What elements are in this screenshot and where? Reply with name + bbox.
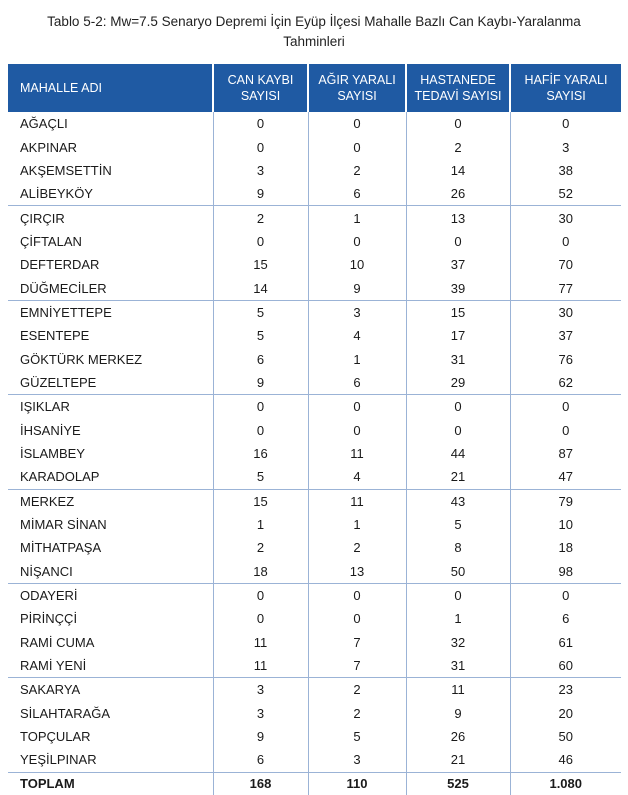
hafif-yarali-cell: 23 <box>558 682 573 698</box>
can-kaybi-cell: 5 <box>213 300 308 324</box>
hastanede-tedavi-cell: 37 <box>406 253 510 276</box>
table-row <box>8 536 621 559</box>
table-row <box>8 347 621 370</box>
hastanede-tedavi-cell: 0 <box>406 395 510 419</box>
agir-yarali-cell: 2 <box>308 702 406 725</box>
table-row <box>8 513 621 536</box>
total-can-kaybi-cell: 168 <box>213 772 308 795</box>
agir-yarali-cell: 2 <box>308 159 406 182</box>
hafif-yarali-cell: 0 <box>562 588 570 604</box>
agir-yarali-cell: 2 <box>308 536 406 559</box>
agir-yarali-cell: 9 <box>308 276 406 300</box>
can-kaybi-cell: 0 <box>213 395 308 419</box>
table-row <box>8 418 621 441</box>
caption-line-2: Tahminleri <box>283 34 345 49</box>
hastanede-tedavi-cell: 31 <box>406 654 510 678</box>
agir-yarali-cell: 7 <box>308 631 406 654</box>
hastanede-tedavi-cell: 1 <box>406 607 510 630</box>
can-kaybi-cell: 0 <box>213 112 308 135</box>
can-kaybi-cell: 15 <box>213 489 308 513</box>
table-row <box>8 371 621 395</box>
hastanede-tedavi-cell: 13 <box>406 206 510 230</box>
hastanede-tedavi-cell: 43 <box>406 489 510 513</box>
agir-yarali-cell: 0 <box>308 135 406 158</box>
hastanede-tedavi-cell: 32 <box>406 631 510 654</box>
agir-yarali-cell: 4 <box>308 465 406 489</box>
table-row <box>8 607 621 630</box>
agir-yarali-cell: 4 <box>308 324 406 347</box>
can-kaybi-cell: 0 <box>213 135 308 158</box>
agir-yarali-cell: 11 <box>308 442 406 465</box>
hastanede-tedavi-cell: 2 <box>406 135 510 158</box>
table-row <box>8 135 621 158</box>
mahalle-name-cell: EMNİYETTEPE <box>8 300 213 324</box>
table-row <box>8 678 621 702</box>
header-can-kaybi <box>213 64 308 112</box>
header-hafif-yarali-line-1: HAFİF YARALI <box>524 73 608 87</box>
mahalle-name-cell: SİLAHTARAĞA <box>8 702 213 725</box>
can-kaybi-cell: 9 <box>213 725 308 748</box>
table-row <box>8 159 621 182</box>
hastanede-tedavi-cell: 5 <box>406 513 510 536</box>
hafif-yarali-cell: 18 <box>558 540 573 556</box>
can-kaybi-cell: 3 <box>213 678 308 702</box>
total-agir-yarali-cell: 110 <box>308 772 406 795</box>
mahalle-name-cell: MERKEZ <box>8 489 213 513</box>
can-kaybi-cell: 9 <box>213 182 308 206</box>
agir-yarali-cell: 1 <box>308 513 406 536</box>
agir-yarali-cell: 3 <box>308 748 406 772</box>
hafif-yarali-cell: 79 <box>558 493 573 509</box>
caption-line-1: Tablo 5-2: Mw=7.5 Senaryo Depremi İçin Eyüp İlçesi Mahalle Bazlı Can Kaybı-Yaralanma <box>47 14 581 29</box>
hafif-yarali-cell: 61 <box>558 634 573 650</box>
can-kaybi-cell: 0 <box>213 583 308 607</box>
mahalle-name-cell: KARADOLAP <box>8 465 213 489</box>
table-row <box>8 465 621 489</box>
mahalle-name-cell: ÇİFTALAN <box>8 230 213 253</box>
hastanede-tedavi-cell: 26 <box>406 182 510 206</box>
can-kaybi-cell: 2 <box>213 536 308 559</box>
can-kaybi-cell: 15 <box>213 253 308 276</box>
mahalle-name-cell: RAMİ CUMA <box>8 631 213 654</box>
table-row <box>8 489 621 513</box>
header-can-kaybi-line-2: SAYISI <box>240 89 281 103</box>
total-label: TOPLAM <box>8 772 213 795</box>
mahalle-name-cell: SAKARYA <box>8 678 213 702</box>
hafif-yarali-cell: 38 <box>558 162 573 178</box>
can-kaybi-cell: 0 <box>213 230 308 253</box>
hastanede-tedavi-cell: 21 <box>406 748 510 772</box>
mahalle-name-cell: YEŞİLPINAR <box>8 748 213 772</box>
can-kaybi-cell: 0 <box>213 607 308 630</box>
can-kaybi-cell: 5 <box>213 465 308 489</box>
header-hastanede-tedavi-line-1: HASTANEDE <box>420 73 496 87</box>
agir-yarali-cell: 6 <box>308 371 406 395</box>
agir-yarali-cell: 0 <box>308 418 406 441</box>
can-kaybi-cell: 16 <box>213 442 308 465</box>
mahalle-name-cell: İHSANİYE <box>8 418 213 441</box>
hastanede-tedavi-cell: 14 <box>406 159 510 182</box>
header-hafif-yarali <box>510 64 621 112</box>
table-row <box>8 395 621 419</box>
table-row <box>8 702 621 725</box>
hastanede-tedavi-cell: 17 <box>406 324 510 347</box>
can-kaybi-cell: 3 <box>213 702 308 725</box>
hafif-yarali-cell: 6 <box>562 611 570 627</box>
mahalle-name-cell: ODAYERİ <box>8 583 213 607</box>
hafif-yarali-cell: 30 <box>558 210 573 226</box>
can-kaybi-cell: 11 <box>213 631 308 654</box>
header-hafif-yarali-line-2: SAYISI <box>546 89 586 103</box>
total-row <box>8 772 621 795</box>
header-agir-yarali <box>308 64 406 112</box>
hastanede-tedavi-cell: 44 <box>406 442 510 465</box>
hastanede-tedavi-cell: 39 <box>406 276 510 300</box>
can-kaybi-cell: 0 <box>213 418 308 441</box>
header-hastanede-tedavi <box>406 64 510 112</box>
can-kaybi-cell: 14 <box>213 276 308 300</box>
hafif-yarali-cell: 20 <box>558 705 573 721</box>
hafif-yarali-cell: 62 <box>510 371 621 395</box>
can-kaybi-cell: 18 <box>213 560 308 584</box>
mahalle-name-cell: MİMAR SİNAN <box>8 513 213 536</box>
hafif-yarali-cell: 52 <box>510 182 621 206</box>
mahalle-name-cell: ALİBEYKÖY <box>8 182 213 206</box>
agir-yarali-cell: 7 <box>308 654 406 678</box>
agir-yarali-cell: 0 <box>308 395 406 419</box>
table-body <box>8 112 621 795</box>
hafif-yarali-cell: 87 <box>558 445 573 461</box>
casualty-table <box>8 64 621 795</box>
mahalle-name-cell: RAMİ YENİ <box>8 654 213 678</box>
agir-yarali-cell: 3 <box>308 300 406 324</box>
hafif-yarali-cell: 0 <box>562 422 570 438</box>
table-row <box>8 442 621 465</box>
can-kaybi-cell: 5 <box>213 324 308 347</box>
total-hafif-yarali-cell: 1.080 <box>549 776 583 792</box>
header-hastanede-tedavi-line-2: TEDAVİ SAYISI <box>414 89 502 103</box>
mahalle-name-cell: GÖKTÜRK MERKEZ <box>8 347 213 370</box>
mahalle-name-cell: TOPÇULAR <box>8 725 213 748</box>
hastanede-tedavi-cell: 0 <box>406 230 510 253</box>
mahalle-name-cell: PİRİNÇÇİ <box>8 607 213 630</box>
table-row <box>8 725 621 748</box>
mahalle-name-cell: İSLAMBEY <box>8 442 213 465</box>
table-row <box>8 182 621 206</box>
agir-yarali-cell: 2 <box>308 678 406 702</box>
agir-yarali-cell: 5 <box>308 725 406 748</box>
hastanede-tedavi-cell: 0 <box>406 112 510 135</box>
table-row <box>8 654 621 678</box>
can-kaybi-cell: 3 <box>213 159 308 182</box>
header-can-kaybi-line-1: CAN KAYBI <box>227 73 294 87</box>
hastanede-tedavi-cell: 8 <box>406 536 510 559</box>
mahalle-name-cell: ESENTEPE <box>8 324 213 347</box>
header-agir-yarali-line-1: AĞIR YARALI <box>318 73 396 87</box>
hastanede-tedavi-cell: 21 <box>406 465 510 489</box>
hafif-yarali-cell: 0 <box>562 399 570 415</box>
agir-yarali-cell: 10 <box>308 253 406 276</box>
mahalle-name-cell: GÜZELTEPE <box>8 371 213 395</box>
table-row <box>8 560 621 584</box>
can-kaybi-cell: 6 <box>213 748 308 772</box>
hastanede-tedavi-cell: 31 <box>406 347 510 370</box>
agir-yarali-cell: 6 <box>308 182 406 206</box>
mahalle-name-cell: AKŞEMSETTİN <box>8 159 213 182</box>
table-row <box>8 276 621 300</box>
hastanede-tedavi-cell: 0 <box>406 583 510 607</box>
hafif-yarali-cell: 50 <box>558 729 573 745</box>
total-hastanede-tedavi-cell: 525 <box>406 772 510 795</box>
table-caption <box>0 12 628 52</box>
table-row <box>8 631 621 654</box>
hastanede-tedavi-cell: 26 <box>406 725 510 748</box>
can-kaybi-cell: 6 <box>213 347 308 370</box>
mahalle-name-cell: NİŞANCI <box>8 560 213 584</box>
table-row <box>8 583 621 607</box>
header-row <box>8 64 621 112</box>
mahalle-name-cell: MİTHATPAŞA <box>8 536 213 559</box>
hafif-yarali-cell: 0 <box>562 233 570 249</box>
agir-yarali-cell: 0 <box>308 112 406 135</box>
hafif-yarali-cell: 60 <box>510 654 621 678</box>
hastanede-tedavi-cell: 9 <box>406 702 510 725</box>
agir-yarali-cell: 1 <box>308 347 406 370</box>
mahalle-name-cell: IŞIKLAR <box>8 395 213 419</box>
agir-yarali-cell: 1 <box>308 206 406 230</box>
mahalle-name-cell: AKPINAR <box>8 135 213 158</box>
hafif-yarali-cell: 10 <box>558 517 573 533</box>
agir-yarali-cell: 0 <box>308 230 406 253</box>
hafif-yarali-cell: 70 <box>558 257 573 273</box>
agir-yarali-cell: 11 <box>308 489 406 513</box>
can-kaybi-cell: 1 <box>213 513 308 536</box>
table-row <box>8 112 621 135</box>
hafif-yarali-cell: 76 <box>558 351 573 367</box>
can-kaybi-cell: 9 <box>213 371 308 395</box>
hafif-yarali-cell: 30 <box>558 304 573 320</box>
agir-yarali-cell: 13 <box>308 560 406 584</box>
header-agir-yarali-line-2: SAYISI <box>337 89 377 103</box>
hafif-yarali-cell: 98 <box>510 560 621 584</box>
table-row <box>8 253 621 276</box>
hafif-yarali-cell: 3 <box>562 139 570 155</box>
mahalle-name-cell: ÇIRÇIR <box>8 206 213 230</box>
agir-yarali-cell: 0 <box>308 607 406 630</box>
mahalle-name-cell: AĞAÇLI <box>8 112 213 135</box>
agir-yarali-cell: 0 <box>308 583 406 607</box>
hastanede-tedavi-cell: 15 <box>406 300 510 324</box>
hafif-yarali-cell: 46 <box>510 748 621 772</box>
header-mahalle-adi: MAHALLE ADI <box>8 64 213 112</box>
hafif-yarali-cell: 47 <box>510 465 621 489</box>
hastanede-tedavi-cell: 50 <box>406 560 510 584</box>
hafif-yarali-cell: 37 <box>558 328 573 344</box>
table-row <box>8 748 621 772</box>
hastanede-tedavi-cell: 11 <box>406 678 510 702</box>
hastanede-tedavi-cell: 0 <box>406 418 510 441</box>
hastanede-tedavi-cell: 29 <box>406 371 510 395</box>
mahalle-name-cell: DEFTERDAR <box>8 253 213 276</box>
hafif-yarali-cell: 0 <box>562 116 570 132</box>
table-row <box>8 206 621 230</box>
can-kaybi-cell: 2 <box>213 206 308 230</box>
mahalle-name-cell: DÜĞMECİLER <box>8 276 213 300</box>
table-row <box>8 324 621 347</box>
table-row <box>8 300 621 324</box>
can-kaybi-cell: 11 <box>213 654 308 678</box>
hafif-yarali-cell: 77 <box>510 276 621 300</box>
table-row <box>8 230 621 253</box>
